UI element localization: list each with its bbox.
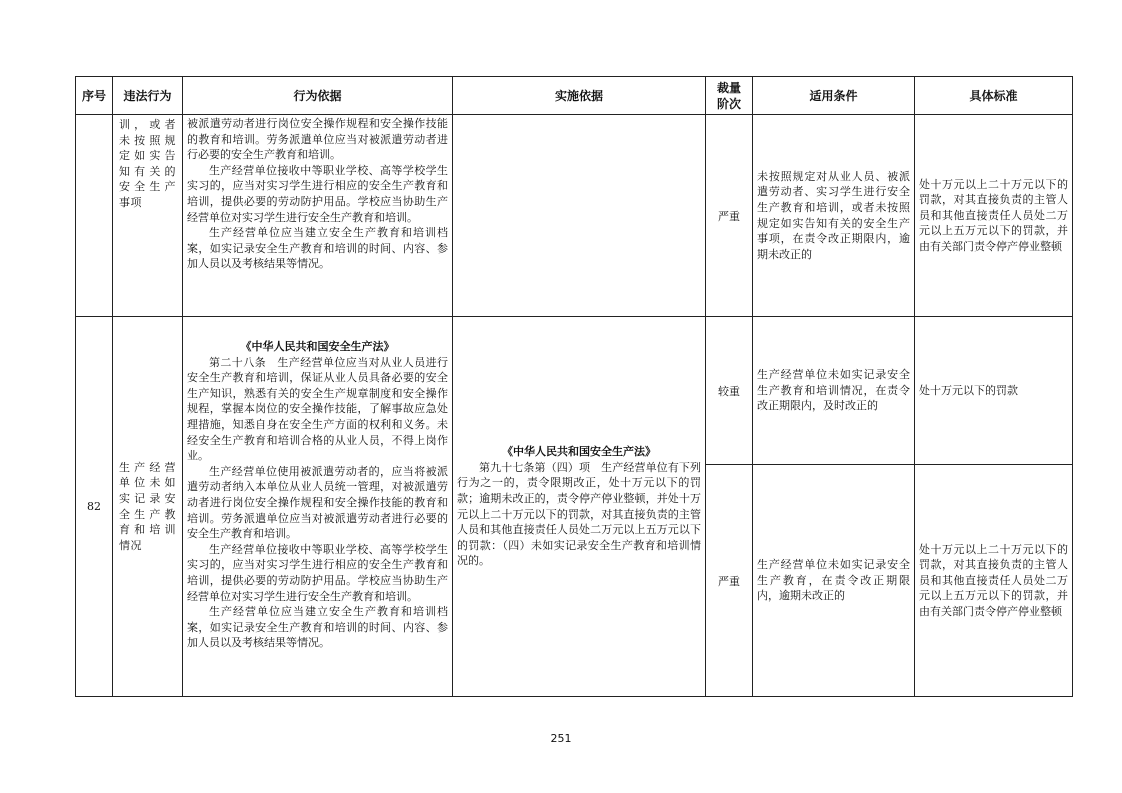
header-behavior: 违法行为 bbox=[113, 77, 183, 115]
behavior-text: 生产经营单位未如实记录安全生产教育和培训情况 bbox=[119, 460, 176, 552]
basis-paragraph: 被派遣劳动者进行岗位安全操作规程和安全操作技能的教育和培训。劳务派遣单位应当对被派遣劳动者进行必要的安全生产教育和培训。 bbox=[187, 117, 448, 162]
serial-cell bbox=[76, 115, 113, 317]
serial-cell: 82 bbox=[76, 317, 113, 697]
header-basis: 行为依据 bbox=[183, 77, 453, 115]
standard-cell bbox=[915, 465, 1073, 697]
behavior-cell bbox=[113, 115, 183, 317]
standard-cell bbox=[915, 115, 1073, 317]
standard-text: 处十万元以下的罚款 bbox=[919, 383, 1018, 397]
behavior-cell bbox=[113, 317, 183, 697]
implementation-cell bbox=[453, 115, 706, 317]
conditions-text: 生产经营单位未如实记录安全生产教育，在责令改正期限内，逾期未改正的 bbox=[757, 558, 910, 603]
conditions-cell bbox=[753, 465, 915, 697]
basis-cell bbox=[183, 115, 453, 317]
behavior-text: 训，或者未按照规定如实告知有关的安全生产事项 bbox=[119, 118, 176, 209]
basis-paragraph: 第二十八条 生产经营单位应当对从业人员进行安全生产教育和培训，保证从业人员具备必要的安全生产知识，熟悉有关的安全生产规章制度和安全操作规程，掌握本岗位的安全操作技能，了解事故应急处理措施，知悉自身在安全生产方面的权利和义务。未经安全生产教育和培训合格的从业人员，不得上岗作业。 bbox=[187, 355, 448, 463]
header-conditions: 适用条件 bbox=[753, 77, 915, 115]
implementation-paragraph: 第九十七条第（四）项 生产经营单位有下列行为之一的，责令限期改正，处十万元以下的罚款；逾期未改正的，责令停产停业整顿，并处十万元以上二十万元以下的罚款，对其直接负责的主管人员和其他直接责任人员处二万元以上五万元以下的罚款：（四）未如实记录安全生产教育和培训情况的。 bbox=[457, 460, 701, 568]
standard-cell bbox=[915, 317, 1073, 465]
standard-text: 处十万元以上二十万元以下的罚款，对其直接负责的主管人员和其他直接责任人员处二万元以上五万元以下的罚款，并由有关部门责令停产停业整顿 bbox=[919, 542, 1068, 618]
header-serial: 序号 bbox=[76, 77, 113, 115]
basis-paragraph: 生产经营单位接收中等职业学校、高等学校学生实习的，应当对实习学生进行相应的安全生产教育和培训，提供必要的劳动防护用品。学校应当协助生产经营单位对实习学生进行安全生产教育和培训。 bbox=[187, 542, 448, 603]
header-row bbox=[76, 77, 1073, 115]
conditions-text: 生产经营单位未如实记录安全生产教育和培训情况，在责令改正期限内，及时改正的 bbox=[757, 368, 910, 413]
basis-cell bbox=[183, 317, 453, 697]
header-level: 裁量 阶次 bbox=[706, 77, 753, 115]
basis-paragraph: 生产经营单位应当建立安全生产教育和培训档案，如实记录安全生产教育和培训的时间、内容、参加人员以及考核结果等情况。 bbox=[187, 226, 448, 271]
level-cell: 较重 bbox=[706, 317, 753, 465]
level-cell: 严重 bbox=[706, 115, 753, 317]
basis-paragraph: 生产经营单位应当建立安全生产教育和培训档案，如实记录安全生产教育和培训的时间、内容、参加人员以及考核结果等情况。 bbox=[187, 605, 448, 650]
regulation-table bbox=[75, 76, 1073, 697]
level-cell: 严重 bbox=[706, 465, 753, 697]
conditions-text: 未按照规定对从业人员、被派遣劳动者、实习学生进行安全生产教育和培训，或者未按照规定如实告知有关的安全生产事项，在责令改正期限内，逾期未改正的 bbox=[757, 169, 910, 261]
law-title: 《中华人民共和国安全生产法》 bbox=[240, 340, 395, 353]
implementation-cell bbox=[453, 317, 706, 697]
page-number: 251 bbox=[550, 732, 572, 745]
table-row bbox=[76, 115, 1073, 317]
header-implementation: 实施依据 bbox=[453, 77, 706, 115]
law-title: 《中华人民共和国安全生产法》 bbox=[502, 445, 656, 459]
basis-paragraph: 生产经营单位接收中等职业学校、高等学校学生实习的，应当对实习学生进行相应的安全生产教育和培训，提供必要的劳动防护用品。学校应当协助生产经营单位对实习学生进行安全生产教育和培训。 bbox=[187, 163, 448, 224]
basis-paragraph: 生产经营单位使用被派遣劳动者的，应当将被派遣劳动者纳入本单位从业人员统一管理，对被派遣劳动者进行岗位安全操作规程和安全操作技能的教育和培训。劳务派遣单位应当对被派遣劳动者进行必要的安全生产教育和培训。 bbox=[187, 464, 448, 541]
conditions-cell bbox=[753, 115, 915, 317]
standard-text: 处十万元以上二十万元以下的罚款，对其直接负责的主管人员和其他直接责任人员处二万元以上五万元以下的罚款，并由有关部门责令停产停业整顿 bbox=[919, 177, 1068, 253]
table-row bbox=[76, 317, 1073, 465]
conditions-cell bbox=[753, 317, 915, 465]
header-standard: 具体标准 bbox=[915, 77, 1073, 115]
